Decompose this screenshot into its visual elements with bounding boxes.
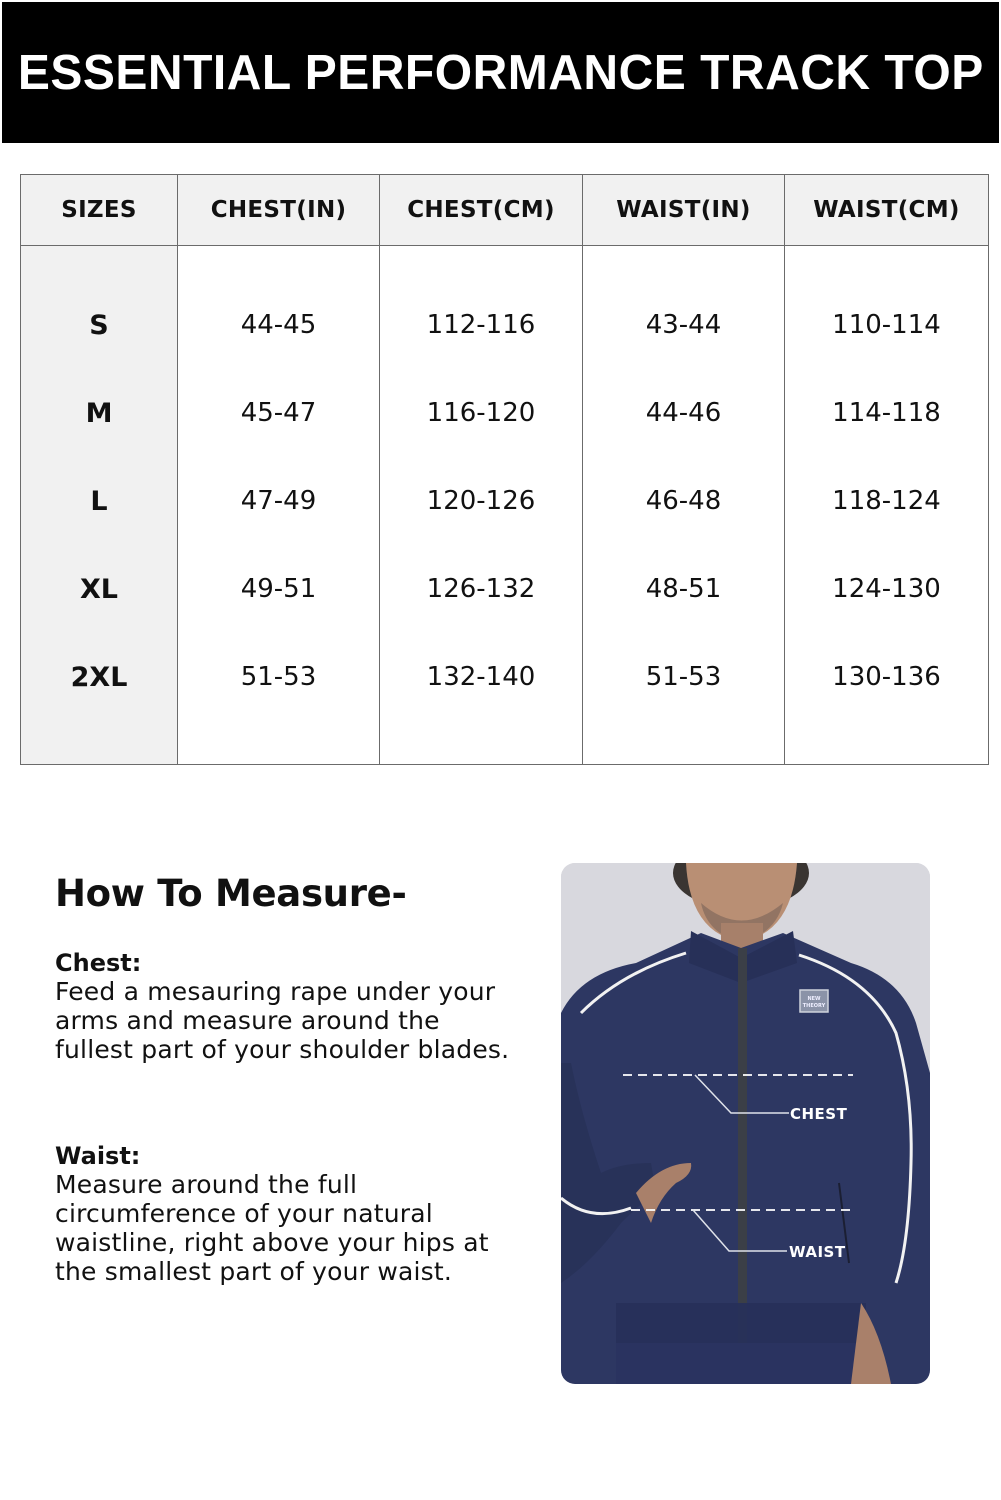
- table-row: [21, 633, 989, 721]
- page-title: ESSENTIAL PERFORMANCE TRACK TOP: [17, 45, 984, 100]
- column-header-waist-cm: WAIST(CM): [785, 175, 989, 246]
- chest-in-value: 49-51: [178, 545, 380, 633]
- waist-in-value: 51-53: [583, 633, 785, 721]
- waistband: [616, 1303, 866, 1343]
- how-to-measure-section: [55, 872, 525, 1286]
- model-photo: [561, 863, 930, 1384]
- size-label: S: [21, 281, 178, 369]
- waist-in-value: 48-51: [583, 545, 785, 633]
- jacket-illustration: [561, 863, 930, 1384]
- size-label: M: [21, 369, 178, 457]
- chest-cm-value: 116-120: [380, 369, 583, 457]
- table-row: [21, 457, 989, 545]
- size-label: L: [21, 457, 178, 545]
- chest-label: Chest:: [55, 949, 142, 977]
- waist-cm-value: 124-130: [785, 545, 989, 633]
- table-header-row: [21, 175, 989, 246]
- chest-in-value: 47-49: [178, 457, 380, 545]
- waist-instructions: [55, 1142, 525, 1286]
- size-label: XL: [21, 545, 178, 633]
- table-row: [21, 545, 989, 633]
- waist-in-value: 46-48: [583, 457, 785, 545]
- chest-cm-value: 126-132: [380, 545, 583, 633]
- svg-text:NEW: NEW: [807, 996, 821, 1002]
- chest-instructions: [55, 949, 525, 1064]
- chest-measure-label: CHEST: [790, 1105, 848, 1123]
- waist-in-value: 43-44: [583, 281, 785, 369]
- waist-in-value: 44-46: [583, 369, 785, 457]
- title-banner: [2, 2, 999, 143]
- table-row: [21, 369, 989, 457]
- size-label: 2XL: [21, 633, 178, 721]
- waist-cm-value: 130-136: [785, 633, 989, 721]
- column-header-chest-in: CHEST(IN): [178, 175, 380, 246]
- column-header-sizes: SIZES: [21, 175, 178, 246]
- how-to-measure-heading: How To Measure-: [55, 872, 407, 915]
- column-header-chest-cm: CHEST(CM): [380, 175, 583, 246]
- table-spacer: [21, 721, 989, 765]
- waist-label: Waist:: [55, 1142, 141, 1170]
- waist-description: Measure around the full circumference of your natural waistline, right above your hips at the smallest part of your waist.: [55, 1170, 489, 1286]
- size-chart-table: [20, 174, 989, 765]
- chest-cm-value: 132-140: [380, 633, 583, 721]
- waist-cm-value: 110-114: [785, 281, 989, 369]
- column-header-waist-in: WAIST(IN): [583, 175, 785, 246]
- chest-in-value: 45-47: [178, 369, 380, 457]
- chest-description: Feed a mesauring rape under your arms and measure around the fullest part of your shoulder blades.: [55, 977, 510, 1064]
- waist-measure-label: WAIST: [789, 1243, 846, 1261]
- chest-cm-value: 112-116: [380, 281, 583, 369]
- chest-in-value: 44-45: [178, 281, 380, 369]
- chest-cm-value: 120-126: [380, 457, 583, 545]
- waist-cm-value: 114-118: [785, 369, 989, 457]
- waist-cm-value: 118-124: [785, 457, 989, 545]
- table-row: [21, 281, 989, 369]
- chest-in-value: 51-53: [178, 633, 380, 721]
- table-spacer: [21, 246, 989, 282]
- svg-text:THEORY: THEORY: [802, 1003, 826, 1009]
